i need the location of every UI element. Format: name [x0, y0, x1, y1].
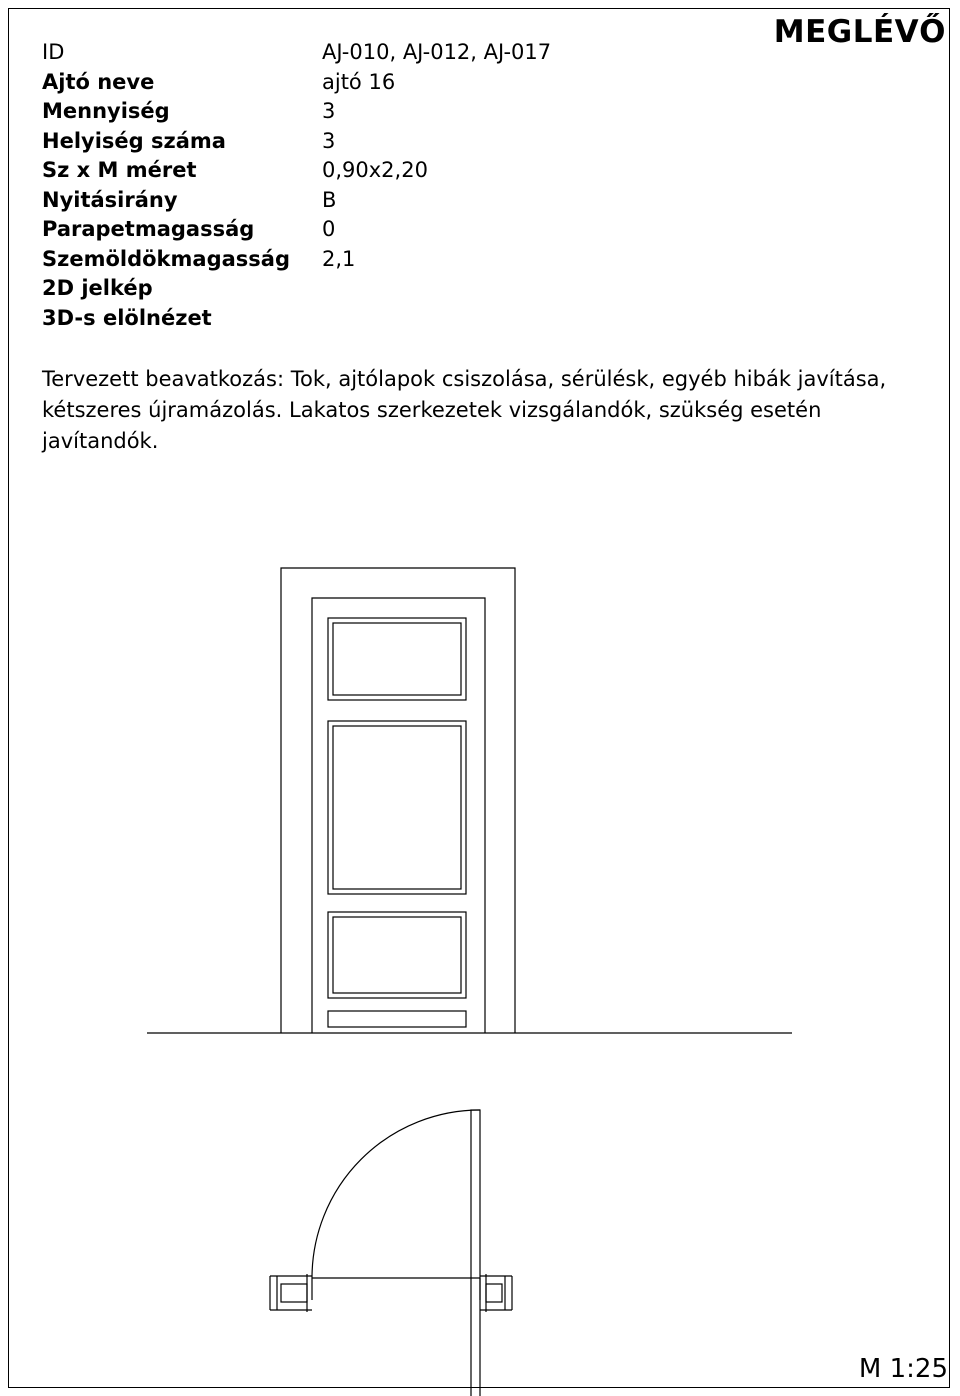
scale-label: M 1:25 — [858, 1354, 948, 1384]
property-value: 3 — [322, 128, 336, 153]
door-leaf — [471, 1110, 480, 1396]
status-label: MEGLÉVŐ — [773, 14, 946, 50]
top-panel-inner — [333, 623, 461, 695]
door-elevation — [147, 568, 792, 1033]
middle-panel — [328, 721, 466, 894]
bottom-panel — [328, 912, 466, 998]
property-label: Szemöldökmagasság — [42, 246, 290, 271]
property-label: 2D jelkép — [42, 276, 153, 300]
property-value: AJ-010, AJ-012, AJ-017 — [322, 40, 552, 64]
property-value: 3 — [322, 99, 336, 123]
swing-arc — [312, 1110, 480, 1278]
kick-plate — [328, 1011, 466, 1027]
intervention-description: Tervezett beavatkozás: Tok, ajtólapok csiszolása, sérülésk, egyéb hibák javítása, kétszeres újramázolás. Lakatos szerkezetek vizsgálandók, szükség esetén javítandók. — [42, 367, 887, 453]
frame-left — [281, 1284, 307, 1302]
door-plan-symbol — [270, 1110, 512, 1396]
property-label: ID — [42, 40, 65, 64]
property-value: B — [322, 187, 337, 212]
property-value: 0 — [322, 217, 336, 241]
property-label: Parapetmagasság — [42, 217, 255, 241]
top-panel — [328, 618, 466, 700]
property-label: Mennyiség — [42, 99, 170, 123]
bottom-panel-inner — [333, 917, 461, 993]
property-label: 3D-s elölnézet — [42, 305, 212, 330]
property-label: Nyitásirány — [42, 187, 178, 212]
property-label: Ajtó neve — [42, 69, 155, 94]
property-label: Helyiség száma — [42, 128, 226, 153]
middle-panel-inner — [333, 726, 461, 889]
property-value: 2,1 — [322, 246, 356, 271]
property-label: Sz x M méret — [42, 158, 197, 182]
frame-inner — [312, 598, 485, 1033]
property-value: ajtó 16 — [322, 69, 396, 94]
property-value: 0,90x2,20 — [322, 158, 428, 182]
frame-outer — [281, 568, 515, 1033]
frame-right — [486, 1284, 502, 1302]
